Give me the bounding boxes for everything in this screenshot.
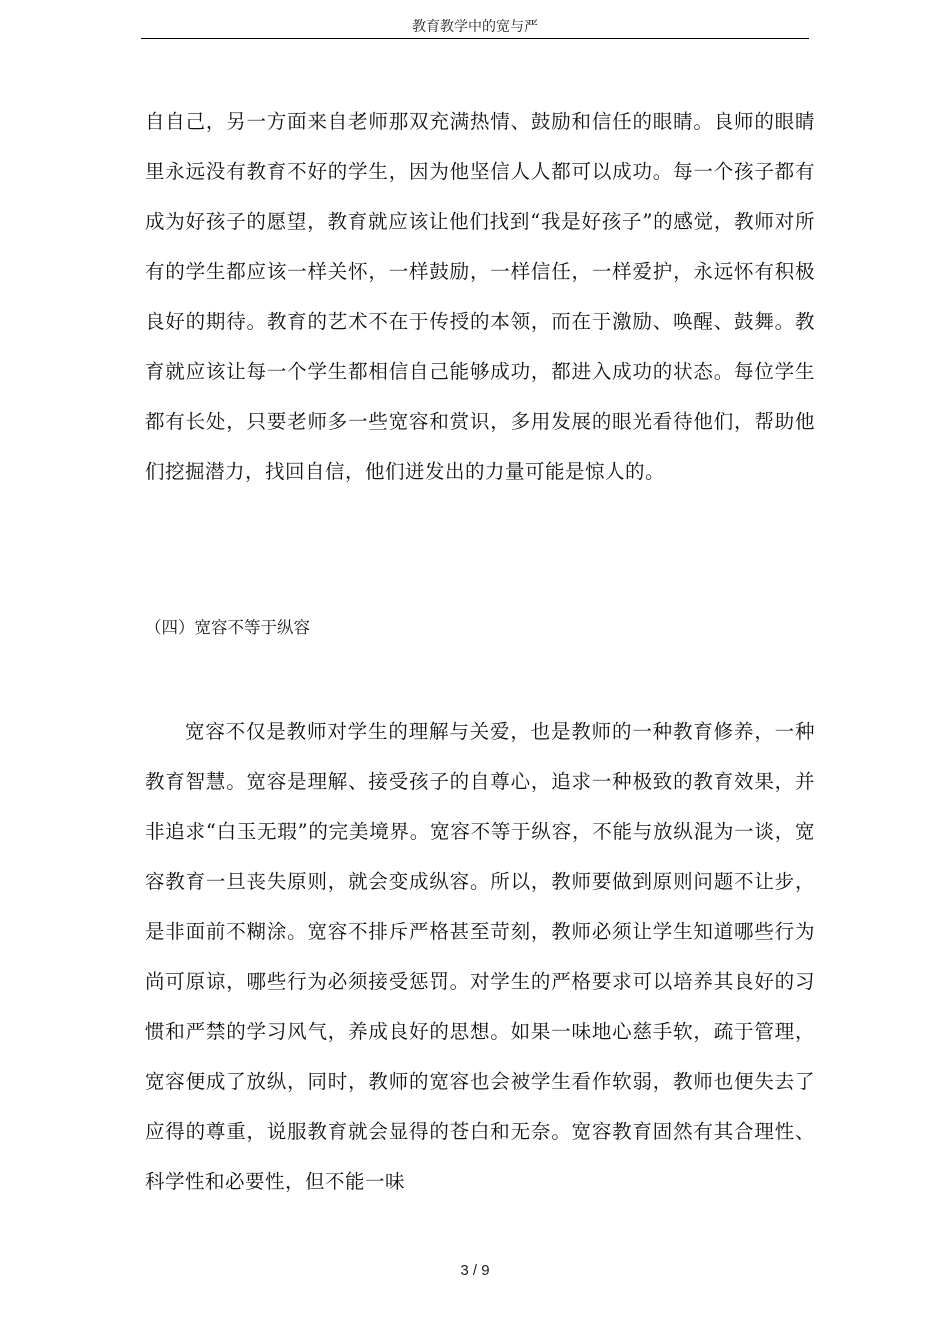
body-paragraph: 自自己，另一方面来自老师那双充满热情、鼓励和信任的眼睛。良师的眼睛里永远没有教育不好的学生，因为他坚信人人都可以成功。每一个孩子都有成为好孩子的愿望，教育就应该让他们找到“我是好孩子”的感觉，教师对所有的学生都应该一样关怀，一样鼓励，一样信任，一样爱护，永远怀有积极良好的期待。教育的艺术不在于传授的本领，而在于激励、唤醒、鼓舞。教育就应该让每一个学生都相信自己能够成功，都进入成功的状态。每位学生都有长处，只要老师多一些宽容和赏识，多用发展的眼光看待他们，帮助他们挖掘潜力，找回自信，他们迸发出的力量可能是惊人的。 [145,110,815,483]
header-title: 教育教学中的宽与严 [412,19,538,35]
body-paragraph: 宽容不仅是教师对学生的理解与关爱，也是教师的一种教育修养，一种教育智慧。宽容是理解、接受孩子的自尊心，追求一种极致的教育效果，并非追求“白玉无瑕”的完美境界。宽容不等于纵容，不能与放纵混为一谈，宽容教育一旦丧失原则，就会变成纵容。所以，教师要做到原则问题不让步，是非面前不糊涂。宽容不排斥严格甚至苛刻，教师必须让学生知道哪些行为尚可原谅，哪些行为必须接受惩罚。对学生的严格要求可以培养其良好的习惯和严禁的学习风气，养成良好的思想。如果一味地心慈手软，疏于管理，宽容便成了放纵，同时，教师的宽容也会被学生看作软弱，教师也便失去了应得的尊重，说服教育就会显得的苍白和无奈。宽容教育固然有其合理性、科学性和必要性，但不能一味 [145,720,815,1193]
header-rule [141,38,809,39]
section-heading: （四）宽容不等于纵容 [145,618,310,637]
page-number: 3 / 9 [460,1262,490,1279]
